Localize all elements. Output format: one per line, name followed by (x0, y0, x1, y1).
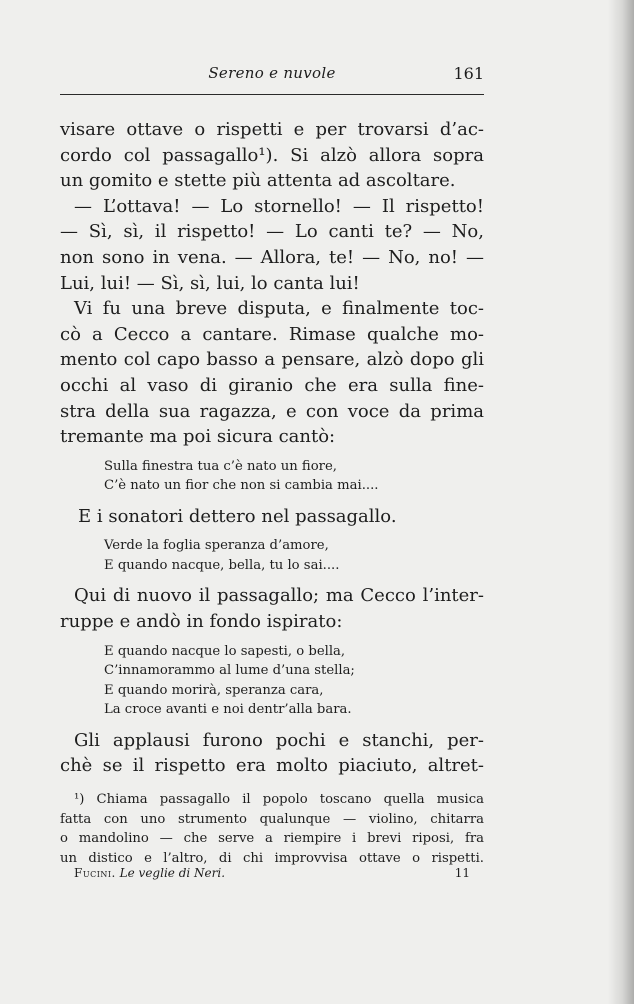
text-line: E i sonatori dettero nel passagallo. (78, 505, 397, 527)
footnote-line: ¹) Chiama passagallo il popolo toscano quella musica (74, 792, 484, 807)
text-line: stra della sua ragazza, e con voce da prima (60, 400, 484, 422)
text-line: — Sì, sì, il rispetto! — Lo canti te? — No, (60, 221, 484, 243)
signature-sheet-number: 11 (454, 866, 470, 880)
printer-signature (74, 866, 470, 880)
page-edge-shadow (608, 0, 634, 1004)
verse-line: E quando morirà, speranza cara, (104, 682, 324, 698)
text-line: — L’ottava! — Lo stornello! — Il rispetto! (74, 195, 484, 217)
verse-line: Verde la foglia speranza d’amore, (104, 538, 329, 554)
verse-line: C’è nato un fior che non si cambia mai.... (104, 478, 379, 494)
text-line: Lui, lui! — Sì, sì, lui, lo canta lui! (60, 272, 360, 294)
verse-block (104, 457, 484, 496)
verse-block (104, 536, 484, 575)
text-line: Qui di nuovo il passagallo; ma Cecco l’inter- (74, 585, 484, 607)
text-line: ruppe e andò in fondo ispirato: (60, 610, 343, 632)
text-line: non sono in vena. — Allora, te! — No, no! — (60, 246, 484, 268)
page-number: 161 (453, 64, 484, 83)
footnote-line: fatta con uno strumento qualunque — violino, chitarra (60, 811, 484, 827)
text-line: un gomito e stette più attenta ad ascoltare. (60, 170, 456, 192)
body-text (60, 117, 484, 779)
text-line: mento col capo basso a pensare, alzò dopo gli (60, 349, 484, 371)
footnote-line: o mandolino — che serve a riempire i brevi riposi, fra (60, 831, 484, 846)
page-header (60, 64, 484, 88)
text-line: Gli applausi furono pochi e stanchi, per- (74, 729, 484, 751)
book-page (60, 0, 484, 1004)
text-line: Vi fu una breve disputa, e finalmente toc- (74, 298, 484, 320)
verse-block (104, 642, 484, 720)
signature-text (74, 866, 225, 880)
text-line: tremante ma poi sicura cantò: (60, 426, 336, 448)
signature-title: Le veglie di Neri. (119, 866, 226, 880)
verse-line: Sulla finestra tua c’è nato un fiore, (104, 458, 337, 474)
verse-line: E quando nacque, bella, tu lo sai.... (104, 557, 340, 573)
text-line: occhi al vaso di giranio che era sulla fine- (60, 374, 484, 396)
verse-line: C’innamorammo al lume d’una stella; (104, 663, 355, 678)
footnote-line: un distico e l’altro, di chi improvvisa ottave o rispetti. (60, 850, 484, 866)
text-line: chè se il rispetto era molto piaciuto, altret- (60, 755, 484, 777)
text-line: visare ottave o rispetti e per trovarsi d’ac- (60, 119, 484, 140)
verse-line: E quando nacque lo sapesti, o bella, (104, 643, 346, 659)
header-rule (60, 94, 484, 95)
running-title: Sereno e nuvole (208, 64, 336, 82)
text-line: cordo col passagallo¹). Si alzò allora sopra (60, 144, 484, 166)
verse-line: La croce avanti e noi dentr’alla bara. (104, 702, 352, 717)
signature-author: Fucini. (74, 866, 116, 880)
text-line: cò a Cecco a cantare. Rimase qualche mo- (60, 323, 484, 345)
footnote (60, 790, 484, 868)
